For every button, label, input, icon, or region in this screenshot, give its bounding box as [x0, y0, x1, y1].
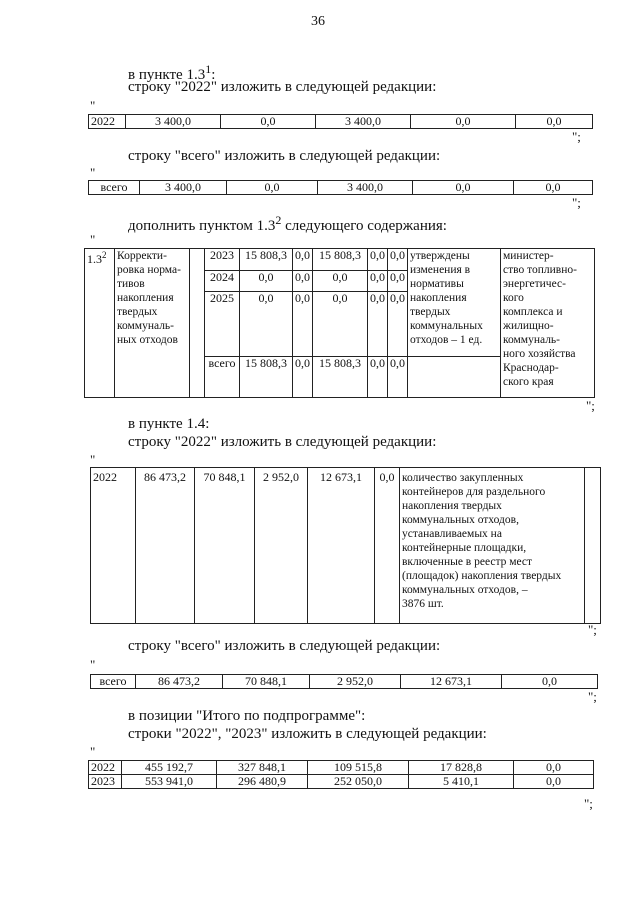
- cell-value: 70 848,1: [223, 675, 310, 689]
- cell-value: 0,0: [240, 292, 293, 357]
- cell-value: 0,0: [413, 181, 514, 195]
- cell-value: 296 480,9: [217, 775, 308, 789]
- quote-open: ": [90, 165, 96, 180]
- cell-value: 553 941,0: [122, 775, 217, 789]
- cell-value: 109 515,8: [308, 761, 409, 775]
- table-s6: [88, 760, 594, 789]
- cell-value: 0,0: [293, 357, 313, 398]
- cell-value: 15 808,3: [240, 357, 293, 398]
- cell-value: 0,0: [388, 292, 408, 357]
- cell-value: 70 848,1: [195, 468, 255, 624]
- cell-value: 0,0: [388, 357, 408, 398]
- cell-value: 3 400,0: [140, 181, 227, 195]
- cell-empty: [190, 249, 205, 398]
- instruction-rows-2022-2023: строки "2022", "2023" изложить в следующей редакции:: [128, 726, 487, 742]
- cell-label: всего: [91, 675, 136, 689]
- cell-empty: [408, 357, 501, 398]
- cell-value: 0,0: [221, 115, 316, 129]
- cell-value: 0,0: [293, 270, 313, 292]
- cell-value: 0,0: [514, 761, 594, 775]
- table-row: [89, 115, 593, 129]
- cell-empty: [585, 468, 601, 624]
- cell-value: 86 473,2: [136, 468, 195, 624]
- quote-open: ": [90, 744, 96, 759]
- table-row: [91, 675, 598, 689]
- cell-value: 0,0: [368, 249, 388, 271]
- cell-value: 0,0: [388, 249, 408, 271]
- cell-value: 0,0: [502, 675, 598, 689]
- cell-value: 15 808,3: [313, 357, 368, 398]
- cell-value: 252 050,0: [308, 775, 409, 789]
- cell-value: 0,0: [313, 270, 368, 292]
- cell-value: 3 400,0: [318, 181, 413, 195]
- quote-open: ": [90, 232, 96, 247]
- table-row: [89, 761, 594, 775]
- table-s3: [84, 248, 595, 398]
- instruction-total-position: в позиции "Итого по подпрограмме":: [128, 708, 366, 724]
- table-row: [89, 775, 594, 789]
- cell-value: 0,0: [375, 468, 400, 624]
- cell-value: 0,0: [240, 270, 293, 292]
- cell-executor: министер- ство топливно- энергетичес- кого комплекса и жилищно- коммуналь- ного хозяйства Краснодар- ского края: [501, 249, 595, 398]
- cell-value: 0,0: [368, 292, 388, 357]
- cell-value: 86 473,2: [136, 675, 223, 689]
- quote-close: ";: [584, 796, 593, 811]
- cell-year: 2023: [205, 249, 240, 271]
- cell-label: всего: [205, 357, 240, 398]
- cell-value: 12 673,1: [308, 468, 375, 624]
- quote-open: ": [90, 452, 96, 467]
- quote-close: ";: [588, 689, 597, 704]
- table-s4: [90, 467, 601, 624]
- quote-close: ";: [572, 129, 581, 144]
- table-row: [91, 468, 601, 624]
- instruction-point-1-3: в пункте $1.3^1$:: [128, 62, 216, 83]
- cell-value: 0,0: [514, 181, 593, 195]
- cell-value: 2 952,0: [255, 468, 308, 624]
- quote-close: ";: [572, 195, 581, 210]
- instruction-row-total: строку "всего" изложить в следующей редакции:: [128, 638, 441, 654]
- cell-value: 0,0: [411, 115, 516, 129]
- cell-label: всего: [89, 181, 140, 195]
- cell-value: 0,0: [516, 115, 593, 129]
- cell-value: 0,0: [293, 292, 313, 357]
- cell-year: 2022: [89, 115, 126, 129]
- cell-year: 2024: [205, 270, 240, 292]
- cell-number: $1.3^2$: [85, 249, 115, 398]
- quote-open: ": [90, 657, 96, 672]
- table-s5: [90, 674, 598, 689]
- cell-value: 3 400,0: [126, 115, 221, 129]
- table-row: [89, 181, 593, 195]
- page-number: 36: [311, 14, 325, 29]
- cell-year: 2023: [89, 775, 122, 789]
- cell-name: Корректи- ровка норма- тивов накопления твердых коммуналь- ных отходов: [115, 249, 190, 398]
- instruction-row-2022: строку "2022" изложить в следующей редакции:: [128, 79, 437, 95]
- cell-value: 0,0: [514, 775, 594, 789]
- cell-value: 455 192,7: [122, 761, 217, 775]
- cell-value: 2 952,0: [310, 675, 401, 689]
- cell-value: 5 410,1: [409, 775, 514, 789]
- cell-value: 0,0: [368, 357, 388, 398]
- quote-close: ";: [588, 622, 597, 637]
- cell-value: 327 848,1: [217, 761, 308, 775]
- cell-value: 15 808,3: [313, 249, 368, 271]
- cell-value: 0,0: [227, 181, 318, 195]
- instruction-row-total: строку "всего" изложить в следующей редакции:: [128, 148, 441, 164]
- cell-year: 2022: [89, 761, 122, 775]
- cell-value: 0,0: [368, 270, 388, 292]
- quote-close: ";: [586, 398, 595, 413]
- cell-year: 2025: [205, 292, 240, 357]
- table-s1: [88, 114, 593, 129]
- cell-value: 0,0: [293, 249, 313, 271]
- cell-value: 12 673,1: [401, 675, 502, 689]
- table-row: [85, 249, 595, 271]
- cell-description: количество закупленных контейнеров для раздельного накопления твердых коммунальных отходов, устанавливаемых на контейнерные площадки, включенные в реестр мест (площадок) накопления твердых коммунальных отходов, – 3876 шт.: [400, 468, 585, 624]
- cell-year: 2022: [91, 468, 136, 624]
- instruction-row-2022: строку "2022" изложить в следующей редакции:: [128, 434, 437, 450]
- cell-value: 0,0: [388, 270, 408, 292]
- cell-value: 0,0: [313, 292, 368, 357]
- table-s2: [88, 180, 593, 195]
- cell-value: 15 808,3: [240, 249, 293, 271]
- cell-value: 3 400,0: [316, 115, 411, 129]
- cell-result: утверждены изменения в нормативы накопления твердых коммунальных отходов – 1 ед.: [408, 249, 501, 357]
- quote-open: ": [90, 98, 96, 113]
- instruction-add-point: дополнить пунктом $1.3^2$ следующего содержания:: [128, 213, 447, 234]
- instruction-point-1-4: в пункте 1.4:: [128, 416, 210, 432]
- cell-value: 17 828,8: [409, 761, 514, 775]
